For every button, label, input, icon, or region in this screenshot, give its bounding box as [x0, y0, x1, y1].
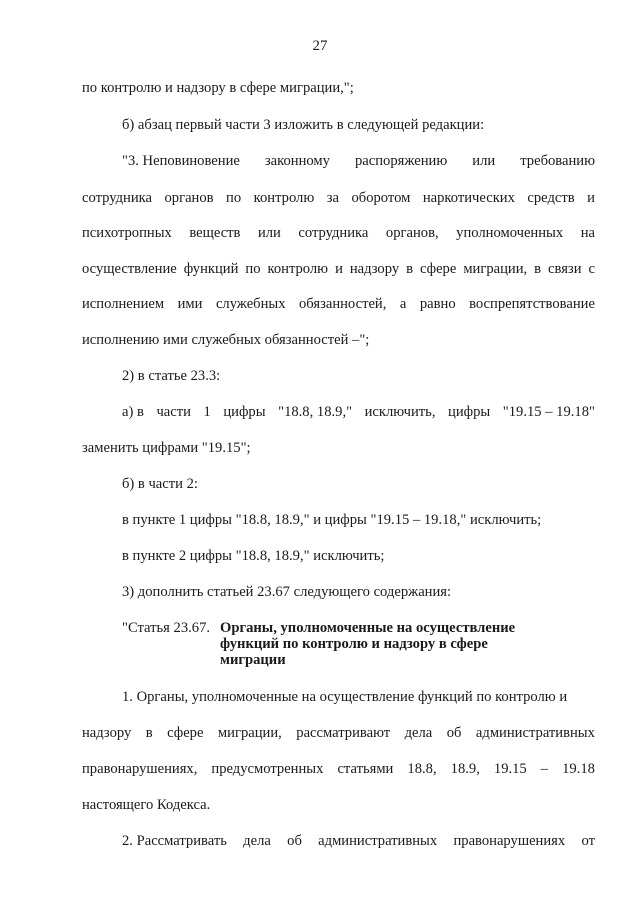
word: 18.8, [407, 761, 437, 777]
word: 2. Рассматривать [122, 833, 227, 849]
word: и [587, 190, 595, 206]
text-line: 3) дополнить статьей 23.67 следующего содержания: [122, 584, 452, 600]
word: и [335, 261, 343, 277]
word: контролю [267, 261, 329, 277]
text-line: 1. Органы, уполномоченные на осуществление функций по контролю и [122, 689, 568, 705]
word: или [257, 225, 281, 241]
word: оборотом [351, 190, 411, 206]
word: исполнением [82, 296, 165, 312]
word: требованию [520, 153, 595, 169]
word: 18.9, [450, 761, 480, 777]
word: сотрудника [298, 225, 369, 241]
word: в [406, 261, 413, 277]
word: с [588, 261, 595, 277]
word: органов [164, 190, 214, 206]
word: – [540, 761, 549, 777]
word: а [399, 296, 407, 312]
word: цифры [223, 404, 266, 420]
word: равно [419, 296, 456, 312]
word: "19.15 – 19.18" [502, 404, 595, 420]
word: правонарушениях [453, 833, 566, 849]
word: миграции, [217, 725, 282, 741]
word: дела [404, 725, 433, 741]
article-title-line: Органы, уполномоченные на осуществление [220, 620, 516, 636]
word: наркотических [422, 190, 515, 206]
word: надзору [82, 725, 132, 741]
word: функций [183, 261, 239, 277]
word: 19.15 [493, 761, 527, 777]
word: или [472, 153, 496, 169]
word: средств [527, 190, 575, 206]
justified-line [82, 294, 595, 314]
word: предусмотренных [211, 761, 324, 777]
word: сотрудника [82, 190, 153, 206]
word: служебных [215, 296, 286, 312]
word: "3. Неповиновение [122, 153, 240, 169]
word: правонарушениях, [82, 761, 198, 777]
justified-line [122, 402, 595, 422]
word: контролю [253, 190, 315, 206]
text-line: настоящего Кодекса. [82, 797, 211, 813]
text-line: 2) в статье 23.3: [122, 368, 221, 384]
word: исключить, [364, 404, 436, 420]
justified-line [122, 151, 595, 171]
word: статьями [337, 761, 394, 777]
page-number: 27 [312, 38, 328, 54]
word: на [580, 225, 595, 241]
word: 19.18 [562, 761, 595, 777]
word: части [156, 404, 191, 420]
word: об [446, 725, 462, 741]
word: сфере [167, 725, 204, 741]
word: в [534, 261, 542, 277]
word: веществ [189, 225, 241, 241]
text-line: исполнению ими служебных обязанностей –"; [82, 332, 370, 348]
word: законному [264, 153, 330, 169]
justified-line [82, 223, 595, 243]
word: надзору [349, 261, 400, 277]
word: "18.8, 18.9," [278, 404, 353, 420]
word: уполномоченных [456, 225, 564, 241]
text-line: в пункте 2 цифры "18.8, 18.9," исключить; [122, 548, 385, 564]
article-prefix: "Статья 23.67. [122, 620, 211, 636]
word: цифры [448, 404, 491, 420]
word: административных [475, 725, 595, 741]
word: в [145, 725, 153, 741]
word: сфере [419, 261, 457, 277]
word: от [581, 833, 595, 849]
word: миграции, [463, 261, 528, 277]
word: за [326, 190, 339, 206]
justified-line [82, 759, 595, 779]
word: связи [548, 261, 582, 277]
justified-line [122, 831, 595, 851]
word: по [245, 261, 261, 277]
word: органов, [385, 225, 439, 241]
word: воспрепятствование [469, 296, 595, 312]
word: по [226, 190, 242, 206]
word: обязанностей, [299, 296, 387, 312]
text-line: в пункте 1 цифры "18.8, 18.9," и цифры "19.15 – 19.18," исключить; [122, 512, 542, 528]
text-line: по контролю и надзору в сфере миграции,"; [82, 80, 354, 96]
justified-line [82, 188, 595, 208]
word: распоряжению [355, 153, 448, 169]
word: ими [177, 296, 203, 312]
word: дела [243, 833, 271, 849]
word: об [287, 833, 302, 849]
word: осуществление [82, 261, 177, 277]
article-title-line: функций по контролю и надзору в сфере [220, 636, 488, 652]
word: 1 [203, 404, 211, 420]
word: а) в [122, 404, 144, 420]
word: рассматривают [296, 725, 391, 741]
justified-line [82, 259, 595, 279]
text-line: б) в части 2: [122, 476, 198, 492]
text-line: б) абзац первый части 3 изложить в следующей редакции: [122, 117, 485, 133]
text-line: заменить цифрами "19.15"; [82, 440, 251, 456]
word: административных [318, 833, 438, 849]
article-title-line: миграции [220, 652, 286, 668]
justified-line [82, 723, 595, 743]
word: психотропных [82, 225, 172, 241]
